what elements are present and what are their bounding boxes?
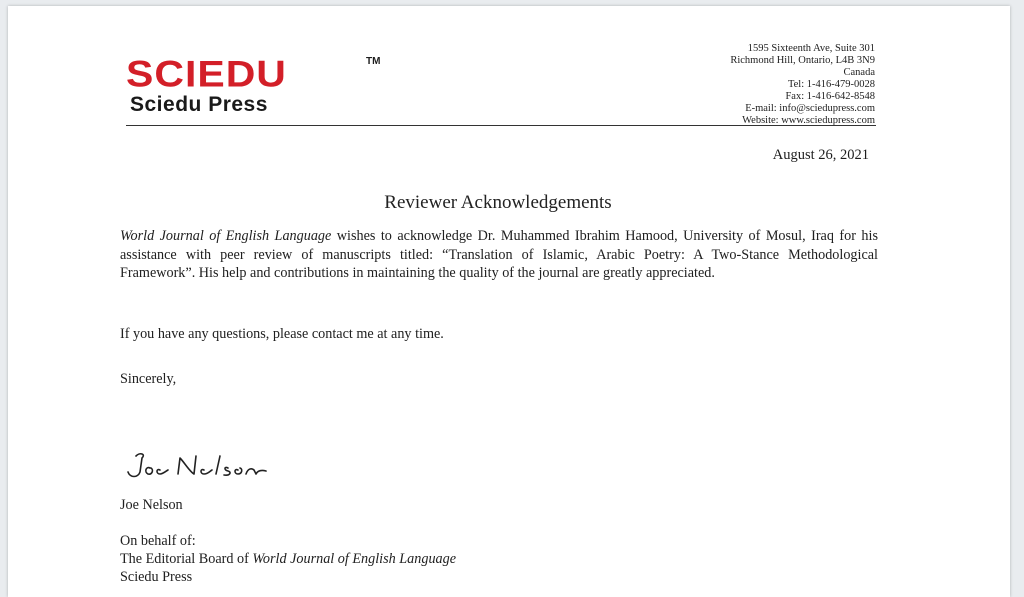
letter-page (8, 6, 1010, 597)
letter-title: Reviewer Acknowledgements (384, 192, 612, 213)
logo-trademark: TM (366, 56, 381, 67)
acknowledgement-paragraph (120, 227, 878, 283)
on-behalf-label: On behalf of: (120, 533, 196, 549)
header-divider (126, 125, 876, 126)
address-line: 1595 Sixteenth Ave, Suite 301 (747, 43, 875, 54)
logo-press-name: Sciedu Press (130, 93, 268, 116)
board-journal-name: World Journal of English Language (252, 551, 457, 567)
editorial-board-line (120, 551, 456, 568)
address-line: Richmond Hill, Ontario, L4B 3N9 (730, 55, 875, 66)
journal-name: World Journal of English Language (120, 228, 332, 244)
logo-brand-text: SCIEDU (126, 53, 287, 95)
board-prefix: The Editorial Board of (120, 551, 253, 567)
address-email: E-mail: info@sciedupress.com (745, 103, 875, 114)
publisher-name: Sciedu Press (120, 569, 193, 585)
address-fax: Fax: 1-416-642-8548 (785, 91, 875, 102)
letter-date: August 26, 2021 (772, 147, 869, 163)
contact-line: If you have any questions, please contact me at any time. (120, 326, 444, 342)
paragraph-text: wishes to acknowledge Dr. Muhammed Ibrahim Hamood, University of Mosul, Iraq for his assistance with peer review of manuscripts titled: “Translation of Islamic, Arabic Poetry: A Two-Stance Methodological Framework”. His help and contributions in maintaining the quality of the journal are greatly appreciated. (120, 228, 878, 281)
address-phone: Tel: 1-416-479-0028 (787, 79, 875, 90)
address-website: Website: www.sciedupress.com (742, 115, 875, 126)
closing-salutation: Sincerely, (120, 371, 177, 387)
handwritten-signature (116, 444, 296, 484)
publisher-address (730, 43, 875, 127)
sciedu-logo (126, 53, 396, 126)
address-line: Canada (843, 67, 875, 78)
signer-name: Joe Nelson (120, 497, 183, 513)
